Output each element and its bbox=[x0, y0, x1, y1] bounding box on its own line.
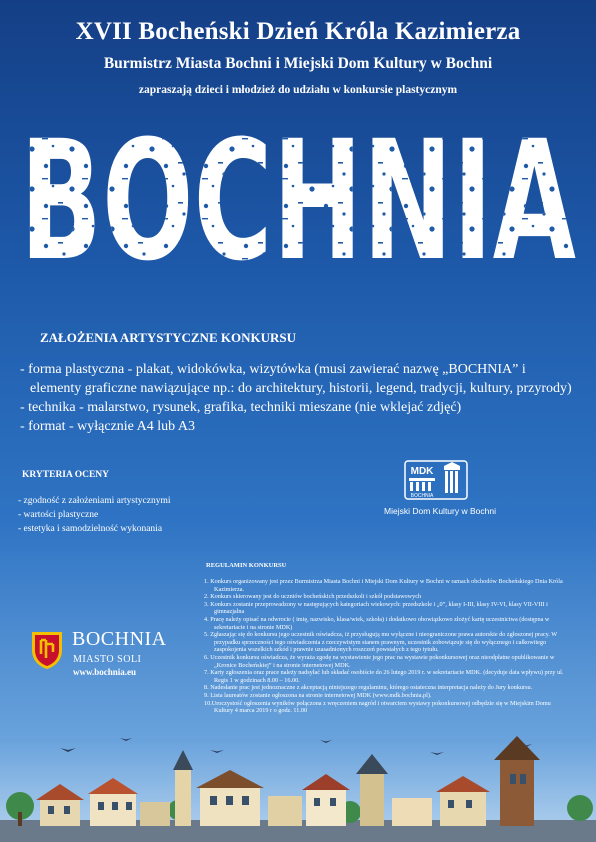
list-item: 4. Pracę należy opisać na odwrocie ( imię, nazwisko, klasa/wiek, szkoła) i dodatkowo obowiązkowo złożyć kartę uczestnictwa (dostępna w sekretariacie i na stronie MDK) bbox=[204, 615, 550, 631]
town-skyline-illustration bbox=[0, 730, 596, 842]
bird-icons bbox=[60, 738, 532, 755]
mdk-name: Miejski Dom Kultury w Bochni bbox=[384, 506, 496, 516]
city-url[interactable]: www.bochnia.eu bbox=[73, 667, 137, 677]
city-name: BOCHNIA bbox=[72, 628, 167, 650]
mdk-logo-text: MDK bbox=[410, 466, 434, 477]
bochnia-headline bbox=[0, 118, 596, 268]
list-item: 7. Karty zgłoszenia oraz prace należy nadsyłać lub składać osobiście do 26 lutego 2019 r. w sekretariacie MDK. (decyduje data wpływu) przy ul. Regis 1 w godzinach 8.00 – 16.00. bbox=[204, 669, 564, 684]
assumptions-list bbox=[20, 360, 580, 436]
mdk-logo-subtext: BOCHNIA bbox=[410, 493, 434, 499]
invitation-line: zapraszają dzieci i młodzież do udziału w konkursie plastycznym bbox=[138, 84, 458, 96]
list-item: 10.Uroczystość ogłoszenia wyników połączona z wręczeniem nagród i otwarciem wystawy pokonkursowej odbędzie się w Miejskim Domu Kultury 4 marca 2019 r o godz. 11.00 bbox=[204, 699, 551, 715]
list-item: - estetyka i samodzielność wykonania bbox=[18, 524, 163, 534]
assumptions-heading: ZAŁOŻENIA ARTYSTYCZNE KONKURSU bbox=[40, 330, 296, 345]
city-crest-icon bbox=[30, 630, 64, 670]
list-item: - format - wyłącznie A4 lub A3 bbox=[20, 419, 195, 434]
poster-title: XVII Bocheński Dzień Króla Kazimierza bbox=[75, 18, 521, 45]
bochnia-headline-text: BOCHNIA bbox=[20, 118, 576, 268]
regulations-list bbox=[204, 578, 564, 715]
mdk-logo bbox=[404, 460, 468, 500]
organizers-line: Burmistrz Miasta Bochni i Miejski Dom Kultury w Bochni bbox=[103, 55, 493, 72]
list-item: 8. Nadesłanie prac jest jednoznaczne z akceptacją niniejszego regulaminu, którego ostateczna interpretacja należy do Jury konkursu. bbox=[204, 684, 533, 692]
list-item: 2. Konkurs skierowany jest do uczniów bocheńskich przedszkoli i szkół podstawowych bbox=[204, 593, 422, 601]
bochnia-headline-texture: BOCHNIA bbox=[20, 118, 576, 268]
criteria-heading: KRYTERIA OCENY bbox=[22, 470, 110, 480]
list-item: - zgodność z założeniami artystycznymi bbox=[18, 496, 171, 506]
list-item: 9. Lista laureatów zostanie ogłoszona na stronie internetowej MDK (www.mdk.bochnia.pl). bbox=[204, 691, 432, 699]
building-shapes bbox=[36, 736, 540, 826]
list-item: - forma plastyczna - plakat, widokówka, wizytówka (musi zawierać nazwę „BOCHNIA” i elementy graficzne nawiązujące np.: do architektury, historii, legend, tradycji, kultury, przyrody) bbox=[20, 362, 572, 396]
list-item: 3. Konkurs zostanie przeprowadzony w następujących kategoriach wiekowych: przedszkole i „0”, klasy I-III, klasy IV-VI, klasy VII-VIII i gimnazjalna bbox=[204, 600, 548, 616]
regulations-heading: REGULAMIN KONKURSU bbox=[206, 562, 287, 569]
list-item: - technika - malarstwo, rysunek, grafika, techniki mieszane (nie wklejać zdjęć) bbox=[20, 400, 462, 415]
list-item: 5. Zgłaszając się do konkursu jego uczestnik oświadcza, iż przysługują mu wyłączne i nieograniczone prawa autorskie do zgłoszonej pracy. W przypadku sprzeczności tego oświadczenia z rzeczywistym stanem prawnym, uczestnik zobowiązuje się do wyłącznego i całkowitego zaspokojenia wszelkich szkód i prawnie uzasadnionych roszczeń powstałych z tego tytułu. bbox=[204, 631, 557, 654]
city-motto: MIASTO SOLI bbox=[73, 654, 142, 665]
criteria-list bbox=[18, 494, 170, 536]
list-item: - wartości plastyczne bbox=[18, 510, 99, 520]
list-item: 1. Konkurs organizowany jest przez Burmistrza Miasta Bochni i Miejski Dom Kultury w Bochni w ramach obchodów Bocheńskiego Dnia Króla Kazimierza. bbox=[204, 578, 563, 593]
list-item: 6. Uczestnik konkursu oświadcza, że wyraża zgodę na wystawienie jego prac na wystawie pokonkursowej oraz nieodpłatne opublikowanie w „Kronice Bocheńskiej” i na stronie internetowej MDK. bbox=[204, 653, 555, 669]
